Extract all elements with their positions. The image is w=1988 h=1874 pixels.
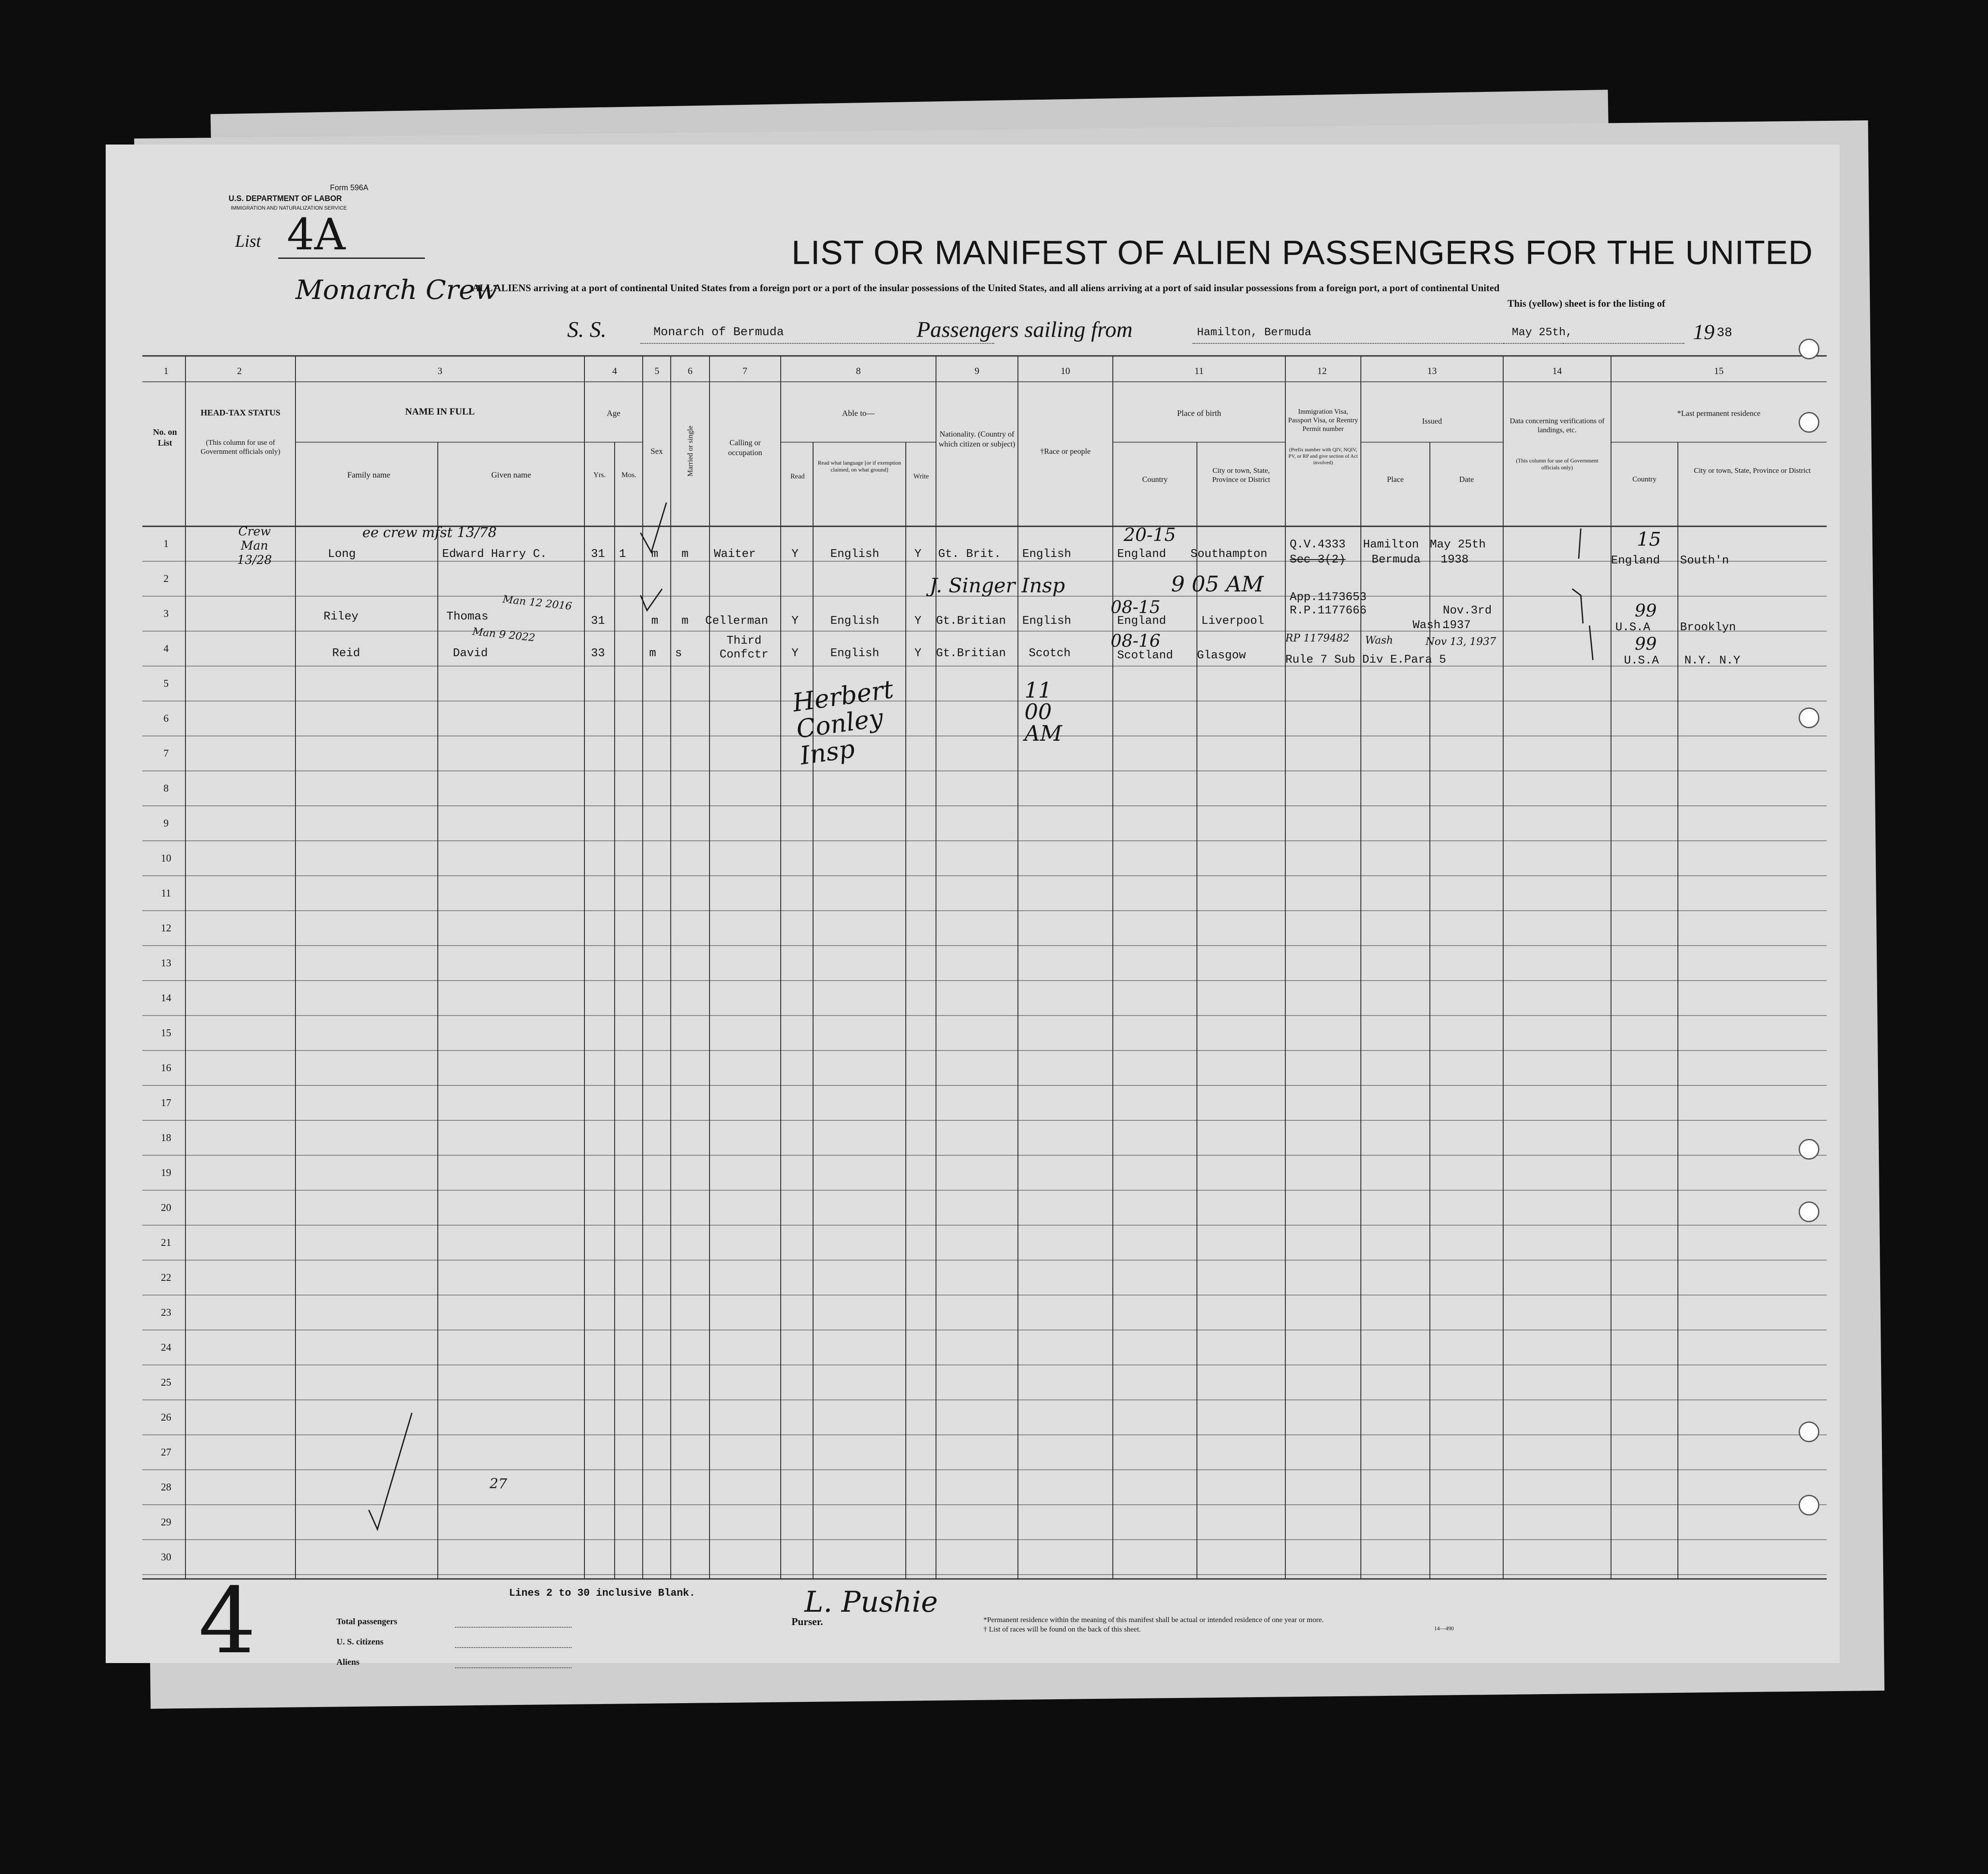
header-mos: Mos. <box>621 471 637 479</box>
p1-issued-place2: Bermuda <box>1372 553 1421 566</box>
p1-res-city: South'n <box>1680 554 1729 567</box>
p4-married: s <box>675 647 682 660</box>
form-number: Form 596A <box>330 183 369 192</box>
p1-visa2: Sec 3(2) <box>1290 553 1346 566</box>
binder-hole <box>1799 1495 1819 1516</box>
p3-language: English <box>830 615 879 628</box>
p1-issued-date: May 25th <box>1430 538 1486 551</box>
row-number: 27 <box>161 1447 171 1458</box>
form-code: 14—490 <box>1434 1625 1454 1632</box>
p1-sex: m <box>651 548 659 561</box>
header-write: Write <box>913 473 929 480</box>
total-passengers-line <box>455 1627 572 1628</box>
p3-sex: m <box>651 615 659 628</box>
p3-read: Y <box>791 615 799 628</box>
header-given-name: Given name <box>491 471 531 480</box>
p4-sex: m <box>649 647 656 660</box>
header-age: Age <box>606 409 621 418</box>
p3-visa2: R.P.1177666 <box>1290 604 1367 617</box>
p3-calling: Cellerman <box>705 615 768 628</box>
col-num-4: 4 <box>612 365 617 376</box>
service: IMMIGRATION AND NATURALIZATION SERVICE <box>231 205 347 211</box>
manifest-sheet <box>106 145 1840 1674</box>
row-number: 29 <box>161 1517 171 1528</box>
purser-signature: L. Pushie <box>804 1585 938 1619</box>
p3-city: Liverpool <box>1201 615 1264 628</box>
row-number: 23 <box>161 1307 171 1318</box>
row-number: 18 <box>161 1132 171 1144</box>
col-num-8: 8 <box>856 365 861 376</box>
res-code-line4: 99 <box>1635 634 1657 654</box>
col-num-13: 13 <box>1427 365 1437 376</box>
p1-given: Edward Harry C. <box>442 548 547 561</box>
header-res-country: Country <box>1632 475 1657 483</box>
p1-country: England <box>1117 548 1166 561</box>
row-number: 5 <box>163 678 169 689</box>
col-num-7: 7 <box>742 365 747 376</box>
p3-issued-date2: 1937 <box>1443 619 1471 632</box>
row-number: 22 <box>161 1272 171 1283</box>
sailing-label: Passengers sailing from <box>917 318 1133 342</box>
footnote-residence: *Permanent residence within the meaning of this manifest shall be actual or intended residence of one year or more. <box>983 1616 1324 1624</box>
p4-write: Y <box>914 647 922 660</box>
header-race: †Race or people <box>1040 447 1091 456</box>
inspector1-signature: J. Singer Insp <box>930 574 1065 597</box>
list-value: 4A <box>287 209 345 260</box>
row-number: 13 <box>161 958 171 969</box>
p4-read: Y <box>791 647 799 660</box>
p4-nationality: Gt.Britian <box>936 647 1006 660</box>
col-num-15: 15 <box>1714 365 1724 376</box>
row-number: 6 <box>163 713 169 724</box>
row-number: 12 <box>161 923 171 934</box>
header-read-language: Read what language [or if exemption claimed, on what ground] <box>817 459 901 473</box>
p3-family: Riley <box>323 610 359 623</box>
p4-calling: Third Confctr <box>719 635 769 661</box>
sheet-number: 4 <box>198 1568 256 1674</box>
us-citizens-label: U. S. citizens <box>336 1637 383 1647</box>
header-last-residence: *Last permanent residence <box>1677 409 1761 418</box>
port: Hamilton, Bermuda <box>1197 326 1312 339</box>
p4-res-country: U.S.A <box>1624 654 1659 667</box>
rp-note-line4: RP 1179482 <box>1285 632 1350 644</box>
binder-hole <box>1799 1421 1819 1442</box>
row-number: 15 <box>161 1028 171 1039</box>
crew-manifest-annotation: ee crew mfst 13/78 <box>362 524 497 541</box>
header-issued-place: Place <box>1387 475 1404 484</box>
code-line3: 08-15 <box>1111 597 1161 617</box>
us-citizens-line <box>455 1647 572 1648</box>
p3-yrs: 31 <box>591 615 605 628</box>
p3-res-country: U.S.A <box>1615 621 1651 634</box>
header-city: City or town, State, Province or District <box>1212 466 1270 484</box>
col-num-2: 2 <box>237 365 242 376</box>
col-num-12: 12 <box>1317 365 1327 376</box>
p3-res-city: Brooklyn <box>1680 621 1736 634</box>
row-number: 1 <box>163 538 169 550</box>
header-family-name: Family name <box>347 471 390 480</box>
man-note-line3: Man 12 2016 <box>502 593 573 613</box>
p4-country: Scotland <box>1117 649 1173 662</box>
header-yrs: Yrs. <box>593 471 606 479</box>
header-visa-note: (Prefix number with QIV, NQIV, PV, or RP and give section of Act involved) <box>1288 446 1358 465</box>
ss-label: S. S. <box>567 318 606 342</box>
p3-issued-place: Wash. <box>1413 619 1448 632</box>
p4-family: Reid <box>332 647 360 660</box>
header-verification: Data concerning verifications of landings, etc. <box>1510 417 1605 434</box>
p4-given: David <box>453 647 488 660</box>
row-number: 8 <box>163 783 169 794</box>
header-verification-note: (This column for use of Government officials only) <box>1516 457 1599 471</box>
p1-res-country: England <box>1611 554 1660 567</box>
row-number: 25 <box>161 1377 171 1388</box>
p1-mos: 1 <box>619 548 626 561</box>
p3-visa: App.1173653 <box>1290 591 1367 604</box>
col-num-6: 6 <box>688 365 693 376</box>
header-place-of-birth: Place of birth <box>1177 409 1222 418</box>
row-number: 4 <box>163 643 169 654</box>
col-num-1: 1 <box>163 365 169 376</box>
p3-write: Y <box>914 615 922 628</box>
subtitle-line2: This (yellow) sheet is for the listing of <box>1507 298 1665 309</box>
col-num-10: 10 <box>1061 365 1070 376</box>
row-number: 21 <box>161 1237 171 1248</box>
col-num-3: 3 <box>437 365 443 376</box>
handwritten-note: Monarch Crew <box>295 274 498 305</box>
binder-hole <box>1799 1139 1819 1160</box>
row-number: 24 <box>161 1342 171 1353</box>
p1-issued-date2: 1938 <box>1441 553 1469 566</box>
ship-name: Monarch of Bermuda <box>653 326 784 339</box>
header-res-city: City or town, State, Province or District <box>1693 466 1811 475</box>
row-number: 30 <box>161 1552 171 1563</box>
time2: 11 00 AM <box>1024 678 1062 746</box>
blank-lines-note: Lines 2 to 30 inclusive Blank. <box>509 1588 696 1599</box>
header-no-on-list: No. on List <box>153 428 177 448</box>
total-passengers-label: Total passengers <box>336 1617 397 1626</box>
header-head-tax: HEAD-TAX STATUS <box>200 408 281 418</box>
manifest-title: LIST OR MANIFEST OF ALIEN PASSENGERS FOR THE UNITED <box>791 233 1813 271</box>
p3-race: English <box>1022 615 1071 628</box>
list-label: List <box>235 231 261 251</box>
p3-country: England <box>1117 615 1166 628</box>
row-number: 11 <box>161 888 171 899</box>
row-number: 3 <box>163 608 169 619</box>
sailing-date: May 25th, <box>1512 326 1573 339</box>
count-annotation: 27 <box>490 1475 507 1492</box>
year-suffix: 38 <box>1717 326 1733 340</box>
row-number: 9 <box>163 818 169 829</box>
p4-yrs: 33 <box>591 647 605 660</box>
p4-city: Glasgow <box>1197 649 1246 662</box>
header-nationality: Nationality. (Country of which citizen or subject) <box>939 430 1015 448</box>
row-number: 10 <box>161 853 171 864</box>
binder-hole <box>1799 412 1819 433</box>
p1-language: English <box>830 548 879 561</box>
year-prefix: 19 <box>1693 320 1715 344</box>
header-country: Country <box>1142 475 1168 484</box>
p1-issued-place: Hamilton <box>1363 538 1419 551</box>
res-code-line3: 99 <box>1635 601 1657 621</box>
wash-note-line4: Wash <box>1365 634 1393 646</box>
row-number: 19 <box>161 1167 171 1179</box>
p1-family: Long <box>328 548 356 561</box>
row-number: 7 <box>163 748 169 759</box>
header-calling: Calling or occupation <box>728 438 762 457</box>
binder-hole <box>1799 339 1819 359</box>
row-number: 20 <box>161 1202 171 1214</box>
col-num-5: 5 <box>654 365 660 376</box>
footnote-races: † List of races will be found on the back of this sheet. <box>983 1625 1141 1633</box>
p4-res-city: N.Y. N.Y <box>1684 654 1740 667</box>
time1: 9 05 AM <box>1171 572 1264 597</box>
col-num-11: 11 <box>1194 365 1204 376</box>
p1-nationality: Gt. Brit. <box>938 548 1001 561</box>
col-num-9: 9 <box>974 365 980 376</box>
code-line4: 08-16 <box>1111 631 1161 651</box>
header-married: Married or single <box>686 425 694 477</box>
p3-given: Thomas <box>446 610 489 623</box>
binder-hole <box>1799 1201 1819 1222</box>
man-note-line4: Man 9 2022 <box>471 625 536 644</box>
row-number: 2 <box>163 573 169 585</box>
code-line1: 20-15 <box>1124 524 1176 545</box>
p3-nationality: Gt.Britian <box>936 615 1006 628</box>
p1-race: English <box>1022 548 1071 561</box>
header-read: Read <box>790 473 805 480</box>
p1-visa: Q.V.4333 <box>1290 538 1346 551</box>
header-visa: Immigration Visa, Passport Visa, or Reentry Permit number <box>1288 408 1358 433</box>
header-able-to: Able to— <box>842 409 875 418</box>
date-note-line4: Nov 13, 1937 <box>1426 635 1496 648</box>
p1-yrs: 31 <box>591 548 605 561</box>
inspector2-signature: Herbert Conley Insp <box>791 674 895 771</box>
p3-married: m <box>682 615 689 628</box>
row-number: 17 <box>161 1097 171 1109</box>
purser-label: Purser. <box>791 1616 823 1628</box>
row-number: 16 <box>161 1063 171 1074</box>
p4-visa: Rule 7 Sub Div E.Para 5 <box>1285 654 1446 667</box>
p1-city: Southampton <box>1190 548 1268 561</box>
crew-man-annotation: Crew Man 13/28 <box>237 524 272 567</box>
row-number: 14 <box>161 993 171 1004</box>
col-num-14: 14 <box>1552 365 1562 376</box>
p1-write: Y <box>914 548 922 561</box>
subtitle-line1: ALL ALIENS arriving at a port of continental United States from a foreign port or a port of the insular possessions of the United States, and all aliens arriving at a port of said insular possessions from a foreign port, a port of continental United <box>472 283 1500 293</box>
p3-issued-date: Nov.3rd <box>1443 604 1492 617</box>
p1-calling: Waiter <box>714 548 756 561</box>
binder-hole <box>1799 707 1819 728</box>
p4-language: English <box>830 647 879 660</box>
res-code-line1: 15 <box>1637 528 1661 550</box>
row-number: 28 <box>161 1482 171 1493</box>
header-name-in-full: NAME IN FULL <box>405 406 475 417</box>
p4-race: Scotch <box>1029 647 1071 660</box>
header-head-tax-note: (This column for use of Government officials only) <box>201 438 280 456</box>
header-sex: Sex <box>650 447 663 456</box>
department: U.S. DEPARTMENT OF LABOR <box>229 194 342 203</box>
aliens-label: Aliens <box>336 1657 360 1667</box>
p1-married: m <box>682 548 689 561</box>
header-issued-date: Date <box>1459 475 1474 484</box>
p1-read: Y <box>791 548 799 561</box>
row-number: 26 <box>161 1412 171 1423</box>
aliens-line <box>455 1667 572 1668</box>
header-issued: Issued <box>1422 417 1442 425</box>
